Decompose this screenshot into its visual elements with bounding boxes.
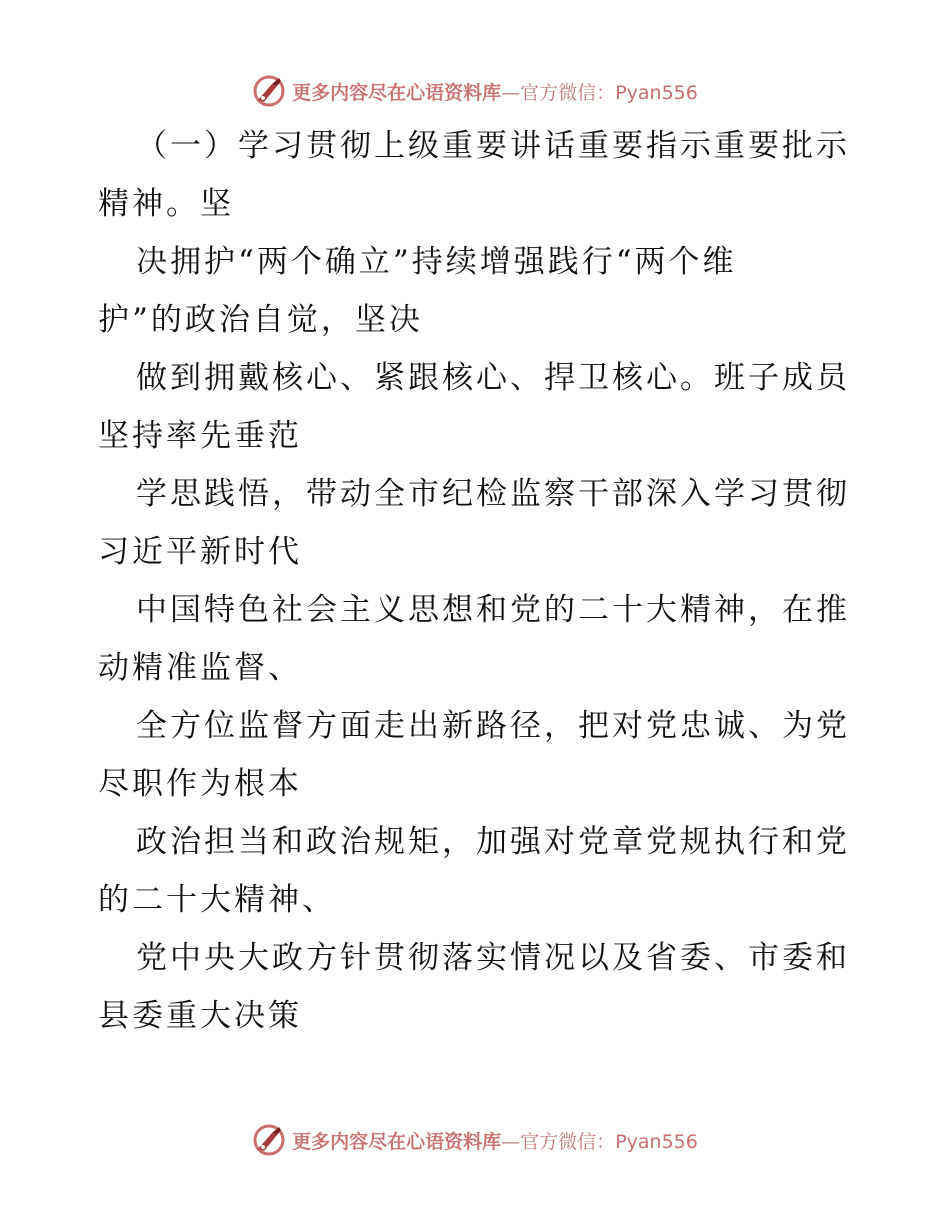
watermark-wechat-id: Pyan556 <box>615 81 698 104</box>
paragraph-line: 精神。坚 <box>98 186 234 222</box>
header-watermark <box>0 71 950 111</box>
document-body <box>98 117 858 1045</box>
paragraph-line: 决拥护“两个确立”持续增强践行“两个维 <box>136 244 737 280</box>
paragraph-line: 做到拥戴核心、紧跟核心、捍卫核心。班子成员 <box>136 360 850 396</box>
watermark-brand: 更多内容尽在心语资料库 <box>292 81 502 104</box>
watermark-text <box>292 1127 698 1154</box>
paragraph-line: 学思践悟，带动全市纪检监察干部深入学习贯彻 <box>136 476 850 512</box>
watermark-dash: — <box>501 1130 521 1153</box>
paragraph-line: 的二十大精神、 <box>98 882 336 918</box>
paragraph-line: 政治担当和政治规矩，加强对党章党规执行和党 <box>136 824 850 860</box>
watermark-wechat-id: Pyan556 <box>615 1130 698 1153</box>
pen-circle-logo-icon <box>252 74 286 108</box>
paragraph-line: 坚持率先垂范 <box>98 418 302 454</box>
pen-circle-logo-icon <box>252 1123 286 1157</box>
paragraph-line: （一）学习贯彻上级重要讲话重要指示重要批示 <box>136 128 850 164</box>
paragraph-line: 党中央大政方针贯彻落实情况以及省委、市委和 <box>136 940 850 976</box>
paragraph-line: 动精准监督、 <box>98 650 302 686</box>
watermark-wechat-label: 官方微信： <box>520 1130 616 1153</box>
paragraph-line: 尽职作为根本 <box>98 766 302 802</box>
watermark-dash: — <box>501 81 521 104</box>
watermark-text <box>292 78 698 105</box>
paragraph-line: 全方位监督方面走出新路径，把对党忠诚、为党 <box>136 708 850 744</box>
paragraph-line: 中国特色社会主义思想和党的二十大精神，在推 <box>136 592 850 628</box>
paragraph-line: 护”的政治自觉，坚决 <box>98 302 423 338</box>
watermark-wechat-label: 官方微信： <box>520 81 616 104</box>
watermark-brand: 更多内容尽在心语资料库 <box>292 1130 502 1153</box>
paragraph-line: 习近平新时代 <box>98 534 302 570</box>
footer-watermark <box>0 1120 950 1160</box>
paragraph-line: 县委重大决策 <box>98 998 302 1034</box>
